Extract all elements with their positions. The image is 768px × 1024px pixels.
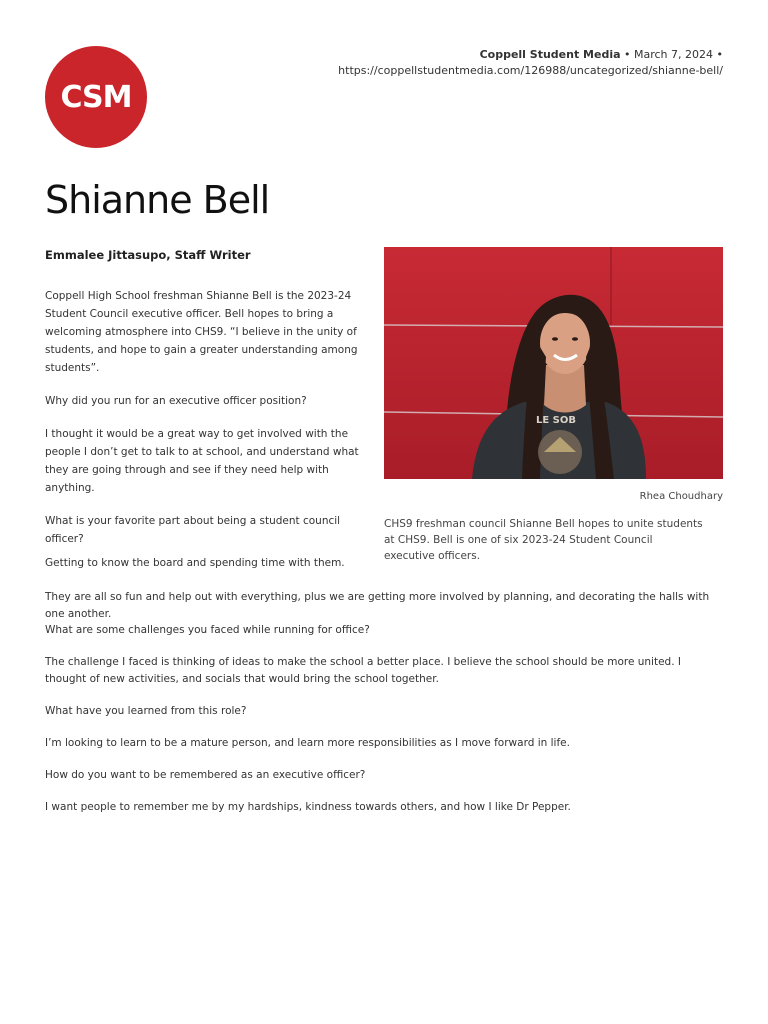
site-logo[interactable] — [45, 46, 147, 148]
byline: Emmalee Jittasupo, Staff Writer — [45, 248, 251, 262]
article-body-wide — [45, 622, 725, 831]
paragraph: I thought it would be a great way to get involved with the people I don’t get to talk to at school, and understand what they are going through and see if they need help with anything. — [45, 428, 359, 494]
portrait-image — [384, 247, 723, 479]
question: What is your favorite part about being a student council officer? — [45, 515, 341, 545]
paragraph: The challenge I faced is thinking of ideas to make the school a better place. I believe the school should be more united. I thought of new activities, and socials that would bring the school together. — [45, 656, 681, 685]
source-name[interactable]: Coppell Student Media — [479, 48, 621, 61]
logo-text: CSM — [60, 79, 132, 115]
paragraph: Coppell High School freshman Shianne Bell is the 2023-24 Student Council executive officer. Bell hopes to bring a welcoming atmosphere into CHS9. “I believe in the unity of students, and hope to gain a greater understanding among students”. — [45, 290, 358, 374]
article-meta — [163, 47, 723, 79]
answer-line-1: Getting to know the board and spending time with them. — [45, 557, 345, 569]
question: How do you want to be remembered as an executive officer? — [45, 769, 366, 781]
article-url[interactable]: https://coppellstudentmedia.com/126988/uncategorized/shianne-bell/ — [338, 64, 723, 77]
article-photo — [384, 247, 723, 479]
shirt-text: LE SOB — [536, 415, 577, 426]
question: What are some challenges you faced while running for office? — [45, 624, 370, 636]
paragraph: I want people to remember me by my hardships, kindness towards others, and how I like Dr Pepper. — [45, 801, 571, 813]
photo-credit: Rhea Choudhary — [639, 491, 723, 502]
answer-line-2: They are all so fun and help out with everything, plus we are getting more involved by planning, and decorating the halls with one another. — [45, 591, 710, 620]
article-body-left — [45, 287, 360, 563]
question: Why did you run for an executive officer position? — [45, 395, 307, 407]
question: What have you learned from this role? — [45, 705, 247, 717]
photo-caption: CHS9 freshman council Shianne Bell hopes to unite students at CHS9. Bell is one of six 2023-24 Student Council executive officers. — [384, 518, 703, 562]
publish-date: • March 7, 2024 • — [620, 48, 723, 61]
paragraph: I’m looking to learn to be a mature person, and learn more responsibilities as I move forward in life. — [45, 737, 570, 749]
article-title: Shianne Bell — [45, 178, 270, 222]
